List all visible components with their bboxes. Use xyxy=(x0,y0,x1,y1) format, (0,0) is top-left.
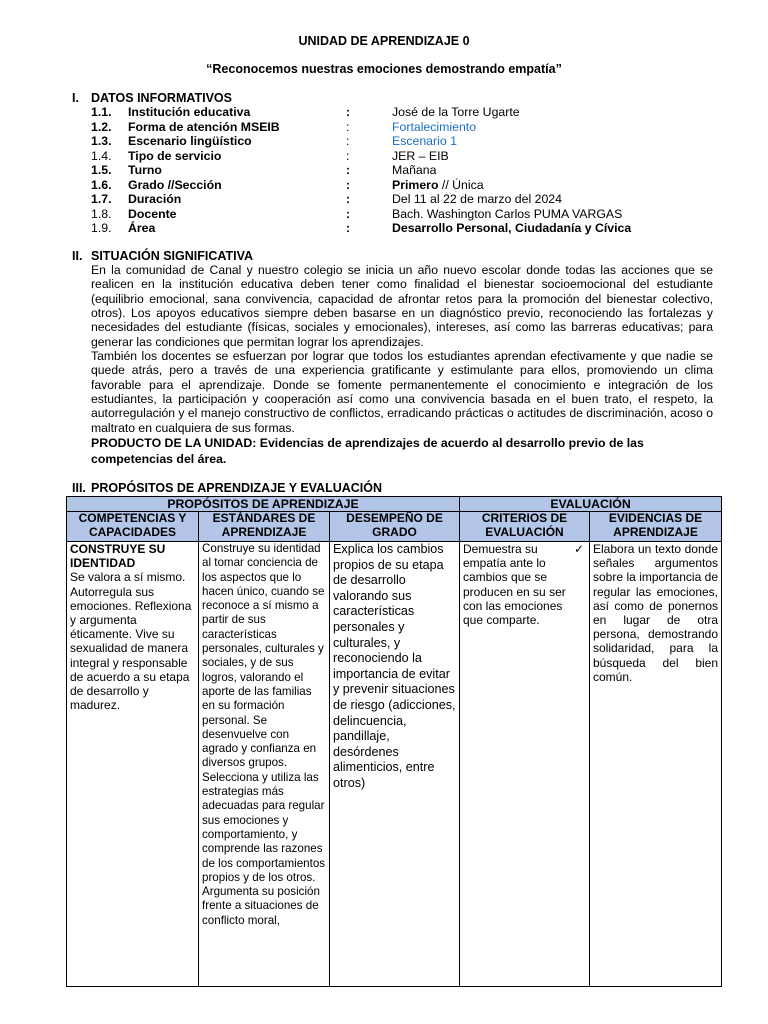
section-title: PROPÓSITOS DE APRENDIZAJE Y EVALUACIÓN xyxy=(91,481,383,495)
info-row xyxy=(91,192,731,207)
info-label: Forma de atención MSEIB xyxy=(128,119,280,134)
info-number: 1.4. xyxy=(91,148,112,163)
column-header: DESEMPEÑO DE GRADO xyxy=(330,512,460,542)
info-value-bold: Primero xyxy=(392,177,439,192)
criterio-cell xyxy=(460,542,590,987)
info-colon: : xyxy=(346,119,350,134)
info-colon: : xyxy=(346,206,351,221)
table-column-header-row xyxy=(67,512,722,542)
desempeno-cell: Explica los cambios propios de su etapa de desarrollo valorando sus características personales y culturales, y reconociendo la importancia de evitar y prevenir situaciones de riesgo (adicciones, delincuencia, pandillaje, desórdenes alimenticios, entre otros) xyxy=(330,542,460,987)
info-label: Tipo de servicio xyxy=(128,148,222,163)
info-row xyxy=(91,120,731,135)
info-value: Mañana xyxy=(392,163,437,177)
group-header-propositos: PROPÓSITOS DE APRENDIZAJE xyxy=(67,497,460,512)
document-title: UNIDAD DE APRENDIZAJE 0 xyxy=(298,34,470,48)
section-title: SITUACIÓN SIGNIFICATIVA xyxy=(91,249,254,263)
situation-paragraph-2: También los docentes se esfuerzan por lograr que todos los estudiantes aprendan efectivamente y que nadie se quede atrás, pero a través de una experiencia gratificante y estimulante para ellos, promoviendo un clima favorable para el aprendizaje. Donde se fomente permanentemente el conocimiento e integración de los estudiantes, la participación y cooperación así como una convivencia basada en el buen trato, el respeto, la autorregulación y el manejo constructivo de conflictos, erradicando prácticas o actitudes de discriminación, acoso o maltrato en cualquiera de sus formas. xyxy=(91,349,713,435)
section-heading-datos xyxy=(72,91,232,105)
section-number: III. xyxy=(72,481,86,495)
column-header: EVIDENCIAS DE APRENDIZAJE xyxy=(590,512,722,542)
situation-paragraph-1: En la comunidad de Canal y nuestro colegio se inicia un año nuevo escolar donde todas las acciones que se realicen en la institución educativa deben tener como finalidad el bienestar socioemocional del estudiante (equilibrio emocional, sana convivencia, capacidad de afrontar retos para la promoción del bienestar colectivo, otros). Los apoyos educativos siempre deben basarse en un diagnóstico previo, reconociendo las fortalezas y necesidades del estudiante (físicas, sociales y emocionales), intereses, así como las barreras educativas; para generar las condiciones que permitan lograr los aprendizajes. xyxy=(91,263,713,349)
info-row xyxy=(91,134,731,149)
info-colon: : xyxy=(346,105,351,119)
competencias-cell xyxy=(67,542,199,987)
info-number: 1.9. xyxy=(91,221,112,235)
info-row xyxy=(91,178,731,193)
column-header: CRITERIOS DE EVALUACIÓN xyxy=(460,512,590,542)
table-group-header-row xyxy=(67,497,722,512)
info-row xyxy=(91,221,731,236)
competencia-title: CONSTRUYE SU IDENTIDAD xyxy=(70,542,166,571)
document-subtitle: “Reconocemos nuestras emociones demostrando empatía” xyxy=(206,62,562,76)
info-row xyxy=(91,163,731,178)
info-value: Del 11 al 22 de marzo del 2024 xyxy=(392,192,562,206)
info-label: Escenario lingüístico xyxy=(128,134,252,148)
info-colon: : xyxy=(346,192,351,206)
info-colon: : xyxy=(346,163,351,177)
info-label: Turno xyxy=(128,163,162,177)
criterio-box xyxy=(463,542,586,627)
purposes-table xyxy=(66,496,722,987)
section-title: DATOS INFORMATIVOS xyxy=(91,91,232,105)
section-heading-propositos xyxy=(72,481,382,495)
column-header: COMPETENCIAS Y CAPACIDADES xyxy=(67,512,199,542)
section-heading-situacion xyxy=(72,249,253,263)
info-label: Área xyxy=(128,221,156,235)
unit-product: PRODUCTO DE LA UNIDAD: Evidencias de aprendizajes de acuerdo al desarrollo previo de las competencias del área. xyxy=(91,436,644,466)
evidencia-cell: Elabora un texto donde señales argumentos sobre la importancia de regular las emociones, así como de ponernos en lugar de otra persona, demostrando solidaridad, para la búsqueda del bien común. xyxy=(590,542,722,987)
info-row xyxy=(91,105,731,120)
info-label: Institución educativa xyxy=(128,105,251,119)
info-value: Fortalecimiento xyxy=(392,119,477,134)
check-icon: ✓ xyxy=(573,542,584,556)
info-colon: : xyxy=(346,221,351,235)
info-label: Duración xyxy=(128,192,182,206)
info-value: JER – EIB xyxy=(392,148,449,163)
info-label: Grado //Sección xyxy=(128,177,222,192)
datos-informativos-list xyxy=(91,105,731,236)
section-number: I. xyxy=(72,91,79,105)
info-number: 1.5. xyxy=(91,163,112,177)
group-header-evaluacion: EVALUACIÓN xyxy=(460,497,722,512)
info-number: 1.2. xyxy=(91,119,112,134)
info-number: 1.7. xyxy=(91,192,112,206)
info-colon: : xyxy=(346,148,350,163)
info-value xyxy=(392,178,484,193)
criterio-text: Demuestra su empatía ante lo cambios que se producen en su ser con las emociones que comparte. xyxy=(463,542,566,628)
info-value: Desarrollo Personal, Ciudadanía y Cívica xyxy=(392,221,632,235)
info-number: 1.1. xyxy=(91,105,112,119)
info-value: José de la Torre Ugarte xyxy=(392,105,520,119)
info-value: Bach. Washington Carlos PUMA VARGAS xyxy=(392,206,623,221)
info-row xyxy=(91,207,731,222)
info-colon: : xyxy=(346,177,351,192)
estandar-cell: Construye su identidad al tomar conciencia de los aspectos que lo hacen único, cuando se reconoce a sí mismo a partir de sus características personales, culturales y sociales, y de sus logros, valorando el aporte de las familias en su formación personal. Se desenvuelve con agrado y confianza en diversos grupos. Selecciona y utiliza las estrategias más adecuadas para regular sus emociones y comportamiento, y comprende las razones de los comportamientos propios y de los otros. Argumenta su posición frente a situaciones de conflicto moral, xyxy=(199,542,330,987)
info-number: 1.6. xyxy=(91,177,112,192)
info-colon: : xyxy=(346,134,350,148)
info-value: Escenario 1 xyxy=(392,134,457,148)
info-number: 1.8. xyxy=(91,206,112,221)
info-label: Docente xyxy=(128,206,177,221)
column-header: ESTÁNDARES DE APRENDIZAJE xyxy=(199,512,330,542)
info-row xyxy=(91,149,731,164)
capacidades-text: Se valora a sí mismo. Autorregula sus emociones. Reflexiona y argumenta éticamente. Vive su sexualidad de manera integral y responsable de acuerdo a su etapa de desarrollo y madurez. xyxy=(70,570,192,713)
info-number: 1.3. xyxy=(91,134,112,148)
info-value-rest: // Única xyxy=(438,177,484,192)
table-row xyxy=(67,542,722,987)
section-number: II. xyxy=(72,249,83,263)
